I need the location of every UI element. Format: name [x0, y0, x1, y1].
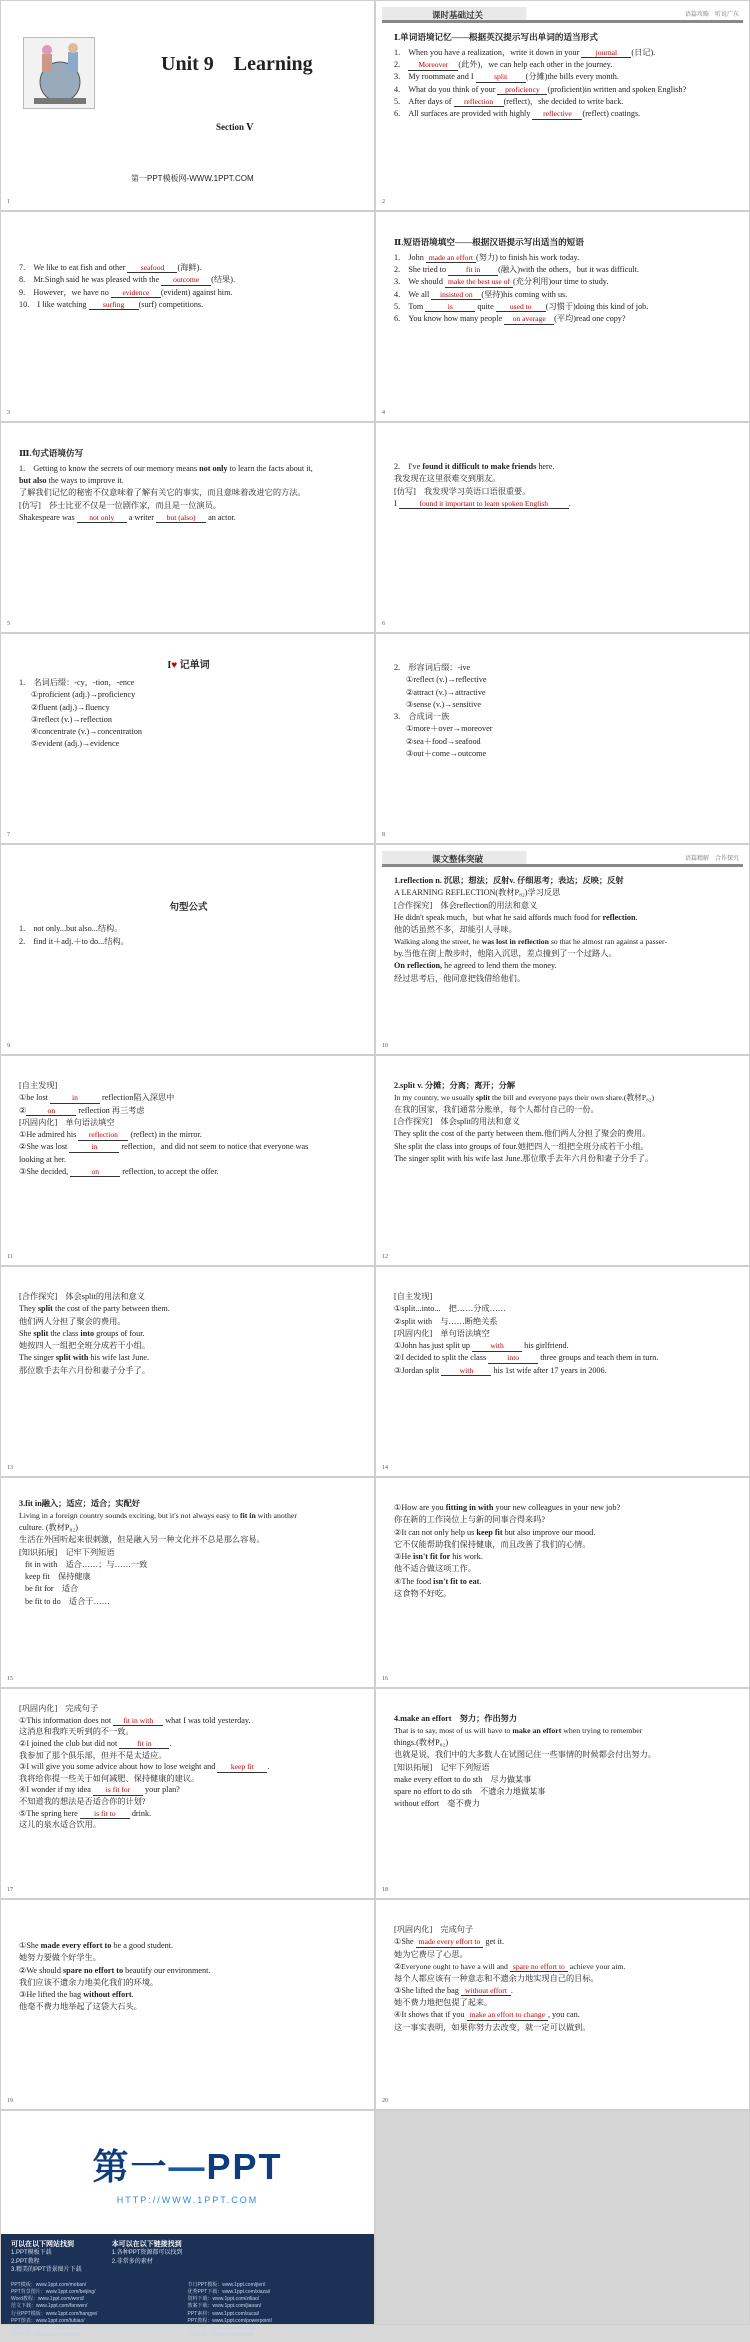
text-line: [仿写] 我发现学习英语口语很重要。 [394, 486, 531, 496]
promo-link[interactable]: PPT图表：www.1ppt.com/tubiao/ [11, 2317, 85, 2324]
answer-blank[interactable]: in [50, 1094, 100, 1103]
brand-url[interactable]: HTTP://WWW.1PPT.COM [116, 2194, 259, 2205]
page-number: 19 [7, 2098, 13, 2104]
page-number: 14 [382, 1465, 388, 1471]
text-line: 他毫不费力地举起了这袋大石头。 [19, 2002, 142, 2012]
answer-blank[interactable]: on [70, 1168, 120, 1177]
promo-link-list [1, 2280, 374, 2342]
promo-slide[interactable] [0, 2110, 375, 2339]
item-text: 8. Mr.Singh said he was pleased with the [19, 275, 162, 285]
answer-blank[interactable]: is [425, 303, 475, 312]
text-line: ⑤The spring here is fit to drink. [19, 1808, 152, 1818]
text-line: She split the class into groups of four. [19, 1328, 145, 1338]
answer-blank[interactable]: made every effort to [416, 1938, 484, 1947]
text-line: ①be lost in reflection陷入深思中 [19, 1093, 175, 1103]
slide-8[interactable] [375, 633, 750, 844]
text-line: [知识拓展] 记牢下列短语 [394, 1762, 490, 1772]
heart-icon: I♥ [167, 660, 178, 671]
text-line: by.当他在街上散步时，他陷入沉思，差点撞到了一个过路人。 [394, 949, 617, 959]
text-line: but also the ways to improve it. [19, 476, 124, 486]
item-text: (平均)read one copy? [554, 314, 626, 324]
text-line: ②Everyone ought to have a will and spare no effort to achieve your aim. [394, 1961, 626, 1971]
text-line: ①split...into... 把……分成…… [394, 1304, 506, 1314]
page-number: 16 [382, 1676, 388, 1682]
text-line: 这消息和我昨天听到的不一致。 [19, 1727, 134, 1737]
answer-blank[interactable]: in [69, 1143, 119, 1152]
text-line: without effort 毫不费力 [394, 1799, 481, 1809]
text-line: 她努力要做个好学生。 [19, 1953, 101, 1963]
promo-link[interactable]: 优秀PPT下载：www.1ppt.com/xiazai/ [187, 2288, 271, 2295]
page-number: 20 [382, 2098, 388, 2104]
text-line: [自主发现] [19, 1081, 58, 1090]
text-line: [合作探究] 体会split的用法和意义 [19, 1292, 145, 1301]
text-line: 她不费力地把包提了起来。 [394, 1998, 493, 2008]
list-item: ③out＋come→outcome [406, 749, 487, 759]
exercise-heading: Ⅲ.句式语境仿写 [19, 448, 84, 458]
answer-blank[interactable]: on average [504, 315, 554, 324]
slide-7[interactable] [0, 633, 375, 844]
text-line: 4.make an effort 努力；作出努力 [394, 1714, 518, 1723]
text-line: ②We should spare no effort to beautify our environment. [19, 1965, 211, 1975]
exercise-item [394, 276, 733, 288]
text-line: That is to say, most of us will have to make an effort when trying to remember [394, 1726, 643, 1736]
text-line: 那位歌手去年六月份和妻子分手了。 [19, 1365, 151, 1375]
text-line: Living in a foreign country sounds exciting, but it's not always easy to fit in with another [19, 1511, 297, 1521]
text-line: ①She made every effort to be a good student. [19, 1941, 173, 1950]
cover-illustration [23, 37, 95, 109]
page-number: 1 [7, 199, 10, 205]
item-text: (海鲜). [177, 263, 202, 272]
item-text: (此外)，we can help each other in the journey. [458, 60, 613, 70]
cover-title: Unit 9 Learning [161, 53, 313, 75]
item-text: (evident) against him. [160, 287, 233, 297]
item-text: (日记). [631, 47, 656, 57]
text-line: 你在新的工作岗位上与新的同事合得来吗? [394, 1515, 546, 1525]
text-line: 2. 形容词后缀：-ive [394, 663, 471, 672]
item-text: (reflect) coatings. [582, 109, 641, 119]
item-text: (坚持)his coming with us. [481, 289, 568, 299]
section-header: 课文整体突破 语篇精解 合作探究 [382, 851, 743, 867]
text-line: be fit for 适合 [25, 1584, 79, 1594]
slide-title: 句型公式 [169, 903, 208, 913]
text-line: ②split with 与……断绝关系 [394, 1316, 498, 1326]
slide-16[interactable] [375, 1477, 750, 1688]
exercise-item [394, 313, 733, 325]
text-line: I found it important to learn spoken English . [394, 498, 571, 508]
page-number: 13 [7, 1465, 13, 1471]
list-item: ④concentrate (v.)→concentration [31, 727, 142, 737]
list-item: ①reflect (v.)→reflective [406, 675, 487, 685]
answer-blank[interactable]: is fit to [80, 1810, 130, 1819]
list-item: ③reflect (v.)→reflection [31, 714, 112, 724]
text-line: culture. (教材P₈₂) [19, 1522, 78, 1532]
text-line: 他们两人分担了聚会的费用。 [19, 1316, 126, 1326]
text-line: ③She decided, on reflection, to accept the offer. [19, 1167, 219, 1177]
item-text: 6. All surfaces are provided with highly [394, 109, 533, 119]
text-line: be fit to do 适合于…… [25, 1596, 110, 1606]
text-line: 他的话虽然不多，却能引人寻味。 [394, 925, 517, 935]
exercise-item [394, 59, 733, 71]
text-line: 1. Getting to know the secrets of our memory means not only to learn the facts about it, [19, 463, 313, 473]
exercise-item [394, 289, 733, 301]
item-text: 5. After days of [394, 97, 454, 107]
text-line: The singer split with his wife last June. [19, 1353, 150, 1363]
item-text: (surf) competitions. [138, 299, 204, 309]
exercise-item [394, 84, 733, 96]
text-line: On reflection, he agreed to lend them the money. [394, 961, 557, 971]
text-line: 我们应该不遗余力地美化我们的环境。 [19, 1977, 159, 1987]
item-text: (充分利用)our time to study. [512, 277, 609, 287]
page-number: 11 [7, 1254, 13, 1260]
answer-blank[interactable]: found it important to learn spoken English [399, 500, 569, 509]
slide-2[interactable] [375, 0, 750, 211]
text-line: ①This information does not fit in with what I was told yesterday. [19, 1715, 251, 1725]
slide-3[interactable] [0, 211, 375, 422]
text-line: fit in with 适合……；与……一致 [25, 1559, 148, 1569]
text-line: 1. 名词后缀：-cy，-tion，-ence [19, 678, 135, 687]
page-number: 17 [7, 1887, 13, 1894]
text-line: 这一事实表明，如果你努力去改变，就一定可以做到。 [394, 2022, 591, 2032]
text-line: ④It shows that if you make an effort to change , you can. [394, 2010, 580, 2020]
promo-link[interactable]: PPT课件：www.1ppt.com/kejian/ [187, 2325, 261, 2332]
text-line: 经过思考后，他同意把钱借给他们。 [394, 973, 526, 983]
brand-logo: 第一—PPT [92, 2145, 283, 2187]
item-text: 4. We all [394, 289, 432, 299]
promo-link[interactable]: 行业PPT模板：www.1ppt.com/hangye/ [11, 2310, 98, 2317]
slide-10[interactable] [375, 844, 750, 1055]
text-line: spare no effort to do sth 不遗余力地做某事 [394, 1787, 546, 1797]
item-text: 6. You know how many people [394, 314, 505, 324]
list-item: 1.各种PPT资源都可以找到 [111, 2250, 183, 2257]
text-line: 他不适合做这项工作。 [394, 1564, 476, 1574]
promo-logo-area [1, 2111, 374, 2236]
exercise-item [19, 299, 358, 311]
exercise-item [394, 108, 733, 120]
slide-19[interactable] [0, 1899, 375, 2110]
slide-9[interactable] [0, 844, 375, 1055]
list-item: ①more＋over→moreover [406, 724, 493, 734]
cover-section: Section Ⅴ [216, 122, 254, 132]
word-list [394, 723, 733, 760]
text-line: [仿写] 莎士比亚不仅是一位剧作家，而且是一位演员。 [19, 500, 221, 510]
page-number: 4 [382, 410, 385, 416]
slide-6[interactable] [375, 422, 750, 633]
answer-blank[interactable]: fit in [448, 266, 498, 275]
list-item: ①proficient (adj.)→proficiency [31, 690, 136, 700]
text-line: 3. 合成词一族 [394, 712, 450, 722]
item-text: 9. However，we have no [19, 287, 111, 297]
slide-12[interactable] [375, 1055, 750, 1266]
text-line: ③He lifted the bag without effort. [19, 1990, 134, 2000]
text-line: In my country, we usually split the bill and everyone pays their own share.(教材P₈₂) [394, 1093, 655, 1103]
list-item: ⑤evident (adj.)→evidence [31, 739, 120, 749]
promo-links-panel [1, 2234, 374, 2339]
promo-link[interactable]: 范文下载：www.1ppt.com/fanwen/ [11, 2303, 88, 2310]
text-line: ②She was lost in reflection，and did not seem to notice that everyone was [19, 1142, 309, 1152]
answer-blank[interactable]: make the best use of [445, 278, 513, 287]
text-line: 我将给你提一些关于如何减肥、保持健康的建议。 [19, 1773, 200, 1783]
list-item: 2.PPT教程 [11, 2258, 40, 2265]
exercise-item [394, 264, 733, 276]
page-number: 18 [382, 1887, 388, 1893]
text-line: They split the cost of the party between them. [19, 1304, 170, 1314]
text-line: ② on reflection 再三考虑 [19, 1105, 145, 1115]
slide-1[interactable] [0, 0, 375, 211]
item-text: 10. I like watching [19, 299, 89, 309]
answer-blank[interactable]: not only [77, 514, 127, 523]
list-item: 2. find it＋adj.＋to do...结构。 [19, 936, 129, 946]
answer-blank[interactable]: with [441, 1367, 491, 1376]
text-line: ③She lifted the bag without effort . [394, 1985, 513, 1995]
text-line: looking at her. [19, 1154, 67, 1164]
answer-blank[interactable]: evidence [111, 289, 161, 298]
answer-blank[interactable]: Moreover [408, 61, 458, 70]
item-text: (结果). [211, 275, 236, 285]
text-line: [自主发现] [394, 1292, 433, 1301]
text-line: ③I will give you some advice about how to lose weight and keep fit . [19, 1762, 270, 1772]
exercise-item [394, 71, 733, 83]
answer-blank[interactable]: make an effort to change [467, 2011, 548, 2020]
promo-link[interactable]: Word教程：www.1ppt.com/word/ [11, 2296, 84, 2303]
text-line: Walking along the street, he was lost in reflection so that he almost ran against a passer- [394, 937, 668, 947]
text-line: 每个人都应该有一种意志和不遗余力地实现自己的目标。 [394, 1973, 599, 1983]
text-line: [巩固内化] 完成句子 [394, 1925, 474, 1934]
empty-area [375, 2110, 750, 2325]
page-number: 10 [382, 1043, 388, 1049]
item-text: 1. John [394, 252, 426, 262]
item-text: 7. We like to eat fish and other [19, 263, 128, 272]
item-text: 2. [394, 60, 409, 70]
text-line: ①She made every effort to get it. [394, 1937, 505, 1947]
text-line: ③Jordan split with his 1st wife after 17 years in 2006. [394, 1365, 607, 1375]
exercise-item [19, 287, 358, 299]
item-text: (融入)with the others，but it was difficult. [498, 265, 639, 275]
item-text: (努力) to finish his work today. [475, 252, 580, 262]
answer-blank[interactable]: reflection [454, 98, 504, 107]
text-line: ②I decided to split the class into three groups and teach them in turn. [394, 1353, 659, 1363]
answer-blank[interactable]: on [26, 1107, 76, 1116]
text-line: 它不仅能帮助我们保持健康，而且改善了我们的心情。 [394, 1539, 591, 1549]
exercise-heading: Ⅱ.短语语境填空——根据汉语提示写出适当的短语 [394, 237, 584, 247]
answer-blank[interactable]: outcome [161, 276, 211, 285]
answer-blank[interactable]: fit in with [113, 1717, 163, 1726]
item-text: (reflect)，she decided to write back. [503, 97, 624, 107]
page-number: 7 [7, 832, 10, 838]
slide-13[interactable] [0, 1266, 375, 1477]
item-text: 3. My roommate and I [394, 72, 476, 82]
text-line: ①How are you fitting in with your new colleagues in your new job? [394, 1503, 621, 1512]
exercise-list [19, 262, 358, 311]
promo-link[interactable]: PPT模板：www.1ppt.com/moban/ [11, 2281, 87, 2288]
text-line: keep fit 保持健康 [25, 1572, 91, 1582]
text-line: He didn't speak much，but what he said affords much food for reflection. [394, 912, 638, 922]
page-number: 15 [7, 1676, 13, 1682]
page-number: 6 [382, 621, 385, 627]
answer-blank[interactable]: insisted on [431, 291, 481, 300]
item-text: quite [475, 302, 496, 312]
text-line: things.(教材P₈₂) [394, 1737, 449, 1747]
promo-link[interactable]: PPT教程：www.1ppt.com/powerpoint/ [187, 2317, 272, 2324]
slide-11[interactable] [0, 1055, 375, 1266]
slide-title: I♥ 记单词 [167, 660, 210, 671]
item-text: 2. She tried to [394, 265, 449, 275]
text-line: 2.split v. 分摊；分离；离开；分解 [394, 1081, 516, 1090]
page-number: 2 [382, 199, 385, 205]
text-line: 这儿的泉水适合饮用。 [19, 1820, 101, 1830]
text-line: [合作探究] 体会split的用法和意义 [394, 1117, 520, 1127]
text-line: 生活在外国听起来很刺激，但是融入另一种文化并不总是那么容易。 [19, 1535, 265, 1545]
answer-blank[interactable]: seafood [127, 264, 177, 273]
text-line: She split the class into groups of four.她把四人一组把全班分成若干小组。 [394, 1141, 649, 1151]
promo-link[interactable]: 节日PPT模板：www.1ppt.com/jieri/ [187, 2281, 266, 2288]
text-line: 2. I've found it difficult to make friends here. [394, 462, 555, 471]
promo-link[interactable]: 资料下载：www.1ppt.com/ziliao/ [187, 2296, 260, 2303]
item-text: (习惯于)doing this kind of job. [545, 302, 649, 312]
text-line: Shakespeare was not only a writer but (also) an actor. [19, 513, 236, 523]
text-line: 在我的国家，我们通常分账单，每个人都付自己的一份。 [394, 1104, 599, 1114]
answer-blank[interactable]: used to [496, 303, 546, 312]
list-item: ②attract (v.)→attractive [406, 687, 486, 697]
promo-link[interactable]: 字体下载：www.1ppt.com/ziti/ [187, 2332, 254, 2339]
answer-blank[interactable]: reflection [78, 1131, 128, 1140]
text-line: [巩固内化] 单句语法填空 [394, 1328, 490, 1338]
text-line: ④The food isn't fit to eat. [394, 1576, 482, 1586]
text-line: A LEARNING REFLECTION(教材P₈₂)学习反思 [394, 888, 561, 898]
slide-18[interactable] [375, 1688, 750, 1899]
text-line: 不知道我的想法是否适合你的计划? [19, 1797, 146, 1807]
text-line: [知识拓展] 记牢下列短语 [19, 1547, 115, 1557]
page-number: 5 [7, 621, 10, 627]
text-line: ③He isn't fit for his work. [394, 1552, 483, 1562]
promo-link[interactable]: 教案下载：www.1ppt.com/jiaoan/ [187, 2303, 262, 2310]
answer-blank[interactable]: made an effort [426, 254, 476, 263]
answer-blank[interactable]: journal [581, 49, 631, 58]
text-line: 3.fit in融入；适应；适合；实配好 [19, 1499, 140, 1508]
section-header: 课时基础过关 语篇攻略 听说广东 [382, 7, 743, 23]
page-number: 8 [382, 832, 385, 838]
answer-blank[interactable]: into [488, 1354, 538, 1363]
promo-link[interactable]: Excel教程：www.1ppt.com/excel/ [11, 2325, 86, 2332]
answer-blank[interactable]: surfing [89, 301, 139, 310]
promo-col-1: 可以在以下网站找到 1.PPT模板下载 2.PPT教程 3.精美的PPT背景图片下载 [11, 2241, 82, 2273]
list-item: 1. not only...but also...结构。 [19, 924, 123, 934]
text-line: [合作探究] 体会reflection的用法和意义 [394, 900, 538, 910]
text-line: make every effort to do sth 尽力做某事 [394, 1774, 532, 1784]
item-text: (分摊)the bills every month. [525, 72, 619, 82]
text-line: ②It can not only help us keep fit but also improve our mood. [394, 1527, 596, 1537]
list-item: 3.精美的PPT背景图片下载 [11, 2266, 82, 2273]
slide-17[interactable] [0, 1688, 375, 1899]
list-item: ②sea＋food→seafood [406, 736, 481, 746]
text-line: [巩固内化] 完成句子 [19, 1704, 99, 1713]
text-line: 我发现在这里很难交到朋友。 [394, 474, 501, 484]
pattern-list [19, 923, 358, 948]
exercise-item [19, 262, 358, 274]
promo-link[interactable]: PPT素材：www.1ppt.com/sucai/ [187, 2310, 260, 2317]
answer-blank[interactable]: split [476, 73, 526, 82]
exercise-item [394, 96, 733, 108]
text-line: ①He admired his reflection (reflect) in the mirror. [19, 1130, 202, 1140]
exercise-item [394, 47, 733, 59]
text-line: [巩固内化] 单句语法填空 [19, 1117, 115, 1127]
answer-blank[interactable]: without effort [461, 1987, 511, 1996]
text-line: The singer split with his wife last June.那位歌手去年六月份和妻子分手了。 [394, 1154, 654, 1164]
text-line: 了解我们记忆的秘密不仅意味着了解有关它的事实，而且意味着改进它的方法。 [19, 488, 306, 498]
exercise-heading: Ⅰ.单词语境记忆——根据英汉提示写出单词的适当形式 [394, 32, 598, 42]
word-list [19, 689, 358, 750]
text-line: ②I joined the club but did not fit in . [19, 1738, 172, 1748]
text-line: ④I wonder if my idea is fit for your plan? [19, 1785, 180, 1795]
text-line: 也就是说，我们中的大多数人在试图记住一些事情的时候都会付出努力。 [394, 1750, 657, 1760]
page-number: 12 [382, 1254, 388, 1260]
text-line: 我参加了那个俱乐部，但并不是太适应。 [19, 1750, 167, 1760]
list-item: ②fluent (adj.)→fluency [31, 702, 110, 712]
list-item: ③sense (v.)→sensitive [406, 699, 482, 709]
text-line: ①John has just split up with his girlfriend. [394, 1341, 569, 1351]
slide-20[interactable] [375, 1899, 750, 2110]
exercise-item [394, 301, 733, 313]
item-text: 4. What do you think of your [394, 84, 498, 94]
promo-col-2: 本可以在以下链接找到 1.各种PPT资源都可以找到 2.非常多的素材 [111, 2241, 183, 2265]
answer-blank[interactable]: keep fit [217, 1763, 267, 1772]
cover-credit: 第一PPT模板网-WWW.1PPT.COM [131, 174, 254, 183]
item-text: (proficient)in written and spoken English? [547, 84, 687, 94]
item-text: 1. When you have a realization，write it down in your [394, 47, 582, 57]
item-text: 5. Tom [394, 302, 426, 312]
slide-5[interactable] [0, 422, 375, 633]
answer-blank[interactable]: reflective [532, 110, 582, 119]
promo-link[interactable]: 试卷下载：www.1ppt.com/shiti/ [11, 2332, 81, 2339]
word-list [394, 674, 733, 711]
slide-14[interactable] [375, 1266, 750, 1477]
list-item: 2.非常多的素材 [111, 2258, 153, 2265]
answer-blank[interactable]: spare no effort to [510, 1963, 568, 1972]
exercise-item [19, 274, 358, 286]
text-line: 她为它费尽了心思。 [394, 1949, 468, 1959]
item-text: 3. We should [394, 277, 445, 287]
text-line: They split the cost of the party between them.他们两人分担了聚会的费用。 [394, 1129, 651, 1139]
exercise-list [394, 47, 733, 121]
exercise-list [394, 252, 733, 326]
text-line: 1.reflection n. 沉思；想法；反射v. 仔细思考；表达；反映；反射 [394, 876, 624, 885]
text-line: 她按四人一组把全班分成若干小组。 [19, 1341, 151, 1351]
promo-link[interactable]: PPT背景图片：www.1ppt.com/beijing/ [11, 2288, 96, 2295]
slide-15[interactable] [0, 1477, 375, 1688]
answer-blank[interactable]: is fit for [93, 1786, 143, 1795]
answer-blank[interactable]: proficiency [497, 86, 547, 95]
answer-blank[interactable]: fit in [119, 1740, 169, 1749]
answer-blank[interactable]: with [472, 1342, 522, 1351]
answer-blank[interactable]: but (also) [156, 514, 206, 523]
text-line: 这食物不好吃。 [394, 1589, 452, 1599]
exercise-item [394, 252, 733, 264]
page-number: 9 [7, 1043, 10, 1049]
slide-4[interactable] [375, 211, 750, 422]
list-item: 1.PPT模板下载 [11, 2250, 52, 2257]
page-number: 3 [7, 410, 10, 416]
